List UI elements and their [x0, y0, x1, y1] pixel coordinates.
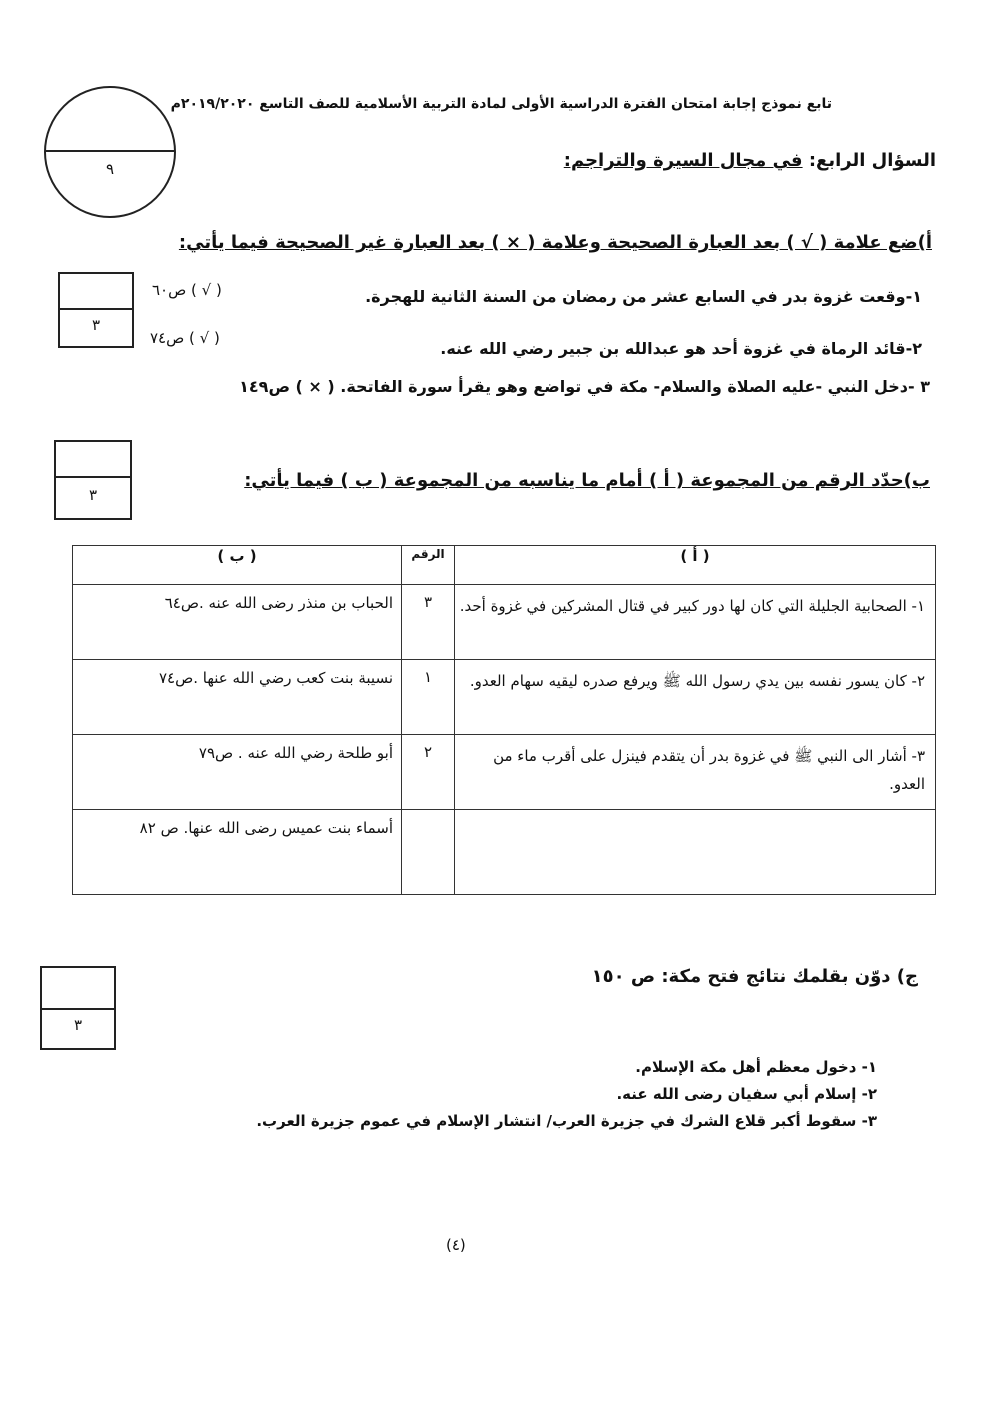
- document-header: تابع نموذج إجابة امتحان الفترة الدراسية الأولى لمادة التربية الأسلامية للصف التاسع ٢٠١٩/٢٠٢٠م: [170, 96, 832, 112]
- statement-1: ١-وقعت غزوة بدر في السابع عشر من رمضان من السنة الثانية للهجرة.: [365, 287, 922, 306]
- table-row: [73, 585, 936, 660]
- answer-number-cell: ٣: [402, 585, 455, 660]
- answer-number-cell: [402, 810, 455, 895]
- statement-2: ٢-قائد الرماة في غزوة أحد هو عبدالله بن جبير رضي الله عنه.: [440, 339, 922, 358]
- result-3: ٣- سقوط أكبر قلاع الشرك في جزيرة العرب/ انتشار الإسلام في عموم جزيرة العرب.: [256, 1112, 877, 1130]
- result-1: ١- دخول معظم أهل مكة الإسلام.: [635, 1058, 877, 1076]
- statement-1-mark: ( √ ) ص٦٠: [152, 281, 222, 299]
- section-c-score-box: [40, 966, 116, 1050]
- question-topic: في مجال السيرة والتراجم:: [563, 150, 803, 171]
- question-prefix: السؤال الرابع:: [808, 150, 936, 171]
- section-b-score: ٣: [88, 486, 98, 504]
- section-a-title: أ)ضع علامة ( √ ) بعد العبارة الصحيحة وعلامة ( × ) بعد العبارة غير الصحيحة فيما يأتي:: [178, 232, 932, 253]
- table-header-row: [73, 546, 936, 585]
- group-a-cell: ١- الصحابية الجليلة التي كان لها دور كبير في قتال المشركين في غزوة أحد.: [455, 585, 936, 660]
- group-b-cell: أسماء بنت عميس رضى الله عنها. ص ٨٢: [73, 810, 402, 895]
- column-a-header: ( أ ): [455, 546, 936, 585]
- answer-number-cell: ٢: [402, 735, 455, 810]
- table-row: [73, 660, 936, 735]
- section-c-title: ج) دوّن بقلمك نتائج فتح مكة: ص ١٥٠: [591, 966, 918, 987]
- total-score: ٩: [105, 160, 115, 178]
- matching-table: [72, 545, 936, 895]
- group-b-cell: نسيبة بنت كعب رضي الله عنها .ص٧٤: [73, 660, 402, 735]
- score-box-divider: [42, 1008, 114, 1010]
- answer-number-cell: ١: [402, 660, 455, 735]
- group-a-cell: ٣- أشار الى النبي ﷺ في غزوة بدر أن يتقدم فينزل على أقرب ماء من العدو.: [455, 735, 936, 810]
- score-box-divider: [60, 308, 132, 310]
- page-number: (٤): [446, 1236, 466, 1254]
- result-2: ٢- إسلام أبي سفيان رضى الله عنه.: [616, 1085, 877, 1103]
- section-a-score-box: [58, 272, 134, 348]
- total-score-circle: [44, 86, 176, 218]
- statement-3: ٣ -دخل النبي -عليه الصلاة والسلام- مكة في تواضع وهو يقرأ سورة الفاتحة. ( × ) ص١٤٩: [239, 377, 930, 396]
- group-a-cell: ٢- كان يسور نفسه بين يدي رسول الله ﷺ ويرفع صدره ليقيه سهام العدو.: [455, 660, 936, 735]
- question-title: [564, 150, 936, 171]
- group-b-cell: أبو طلحة رضي الله عنه . ص٧٩: [73, 735, 402, 810]
- table-row: [73, 810, 936, 895]
- column-b-header: ( ب ): [73, 546, 402, 585]
- group-a-cell: [455, 810, 936, 895]
- table-row: [73, 735, 936, 810]
- score-box-divider: [56, 476, 130, 478]
- number-column-header: الرقم: [402, 546, 455, 585]
- section-b-title: ب)حدّد الرقم من المجموعة ( أ ) أمام ما يناسبه من المجموعة ( ب ) فيما يأتي:: [244, 470, 930, 491]
- section-b-score-box: [54, 440, 132, 520]
- circle-divider: [46, 150, 174, 152]
- group-b-cell: الحباب بن منذر رضى الله عنه .ص٦٤: [73, 585, 402, 660]
- statement-2-mark: ( √ ) ص٧٤: [150, 329, 220, 347]
- section-a-score: ٣: [91, 316, 101, 334]
- section-c-score: ٣: [73, 1016, 83, 1034]
